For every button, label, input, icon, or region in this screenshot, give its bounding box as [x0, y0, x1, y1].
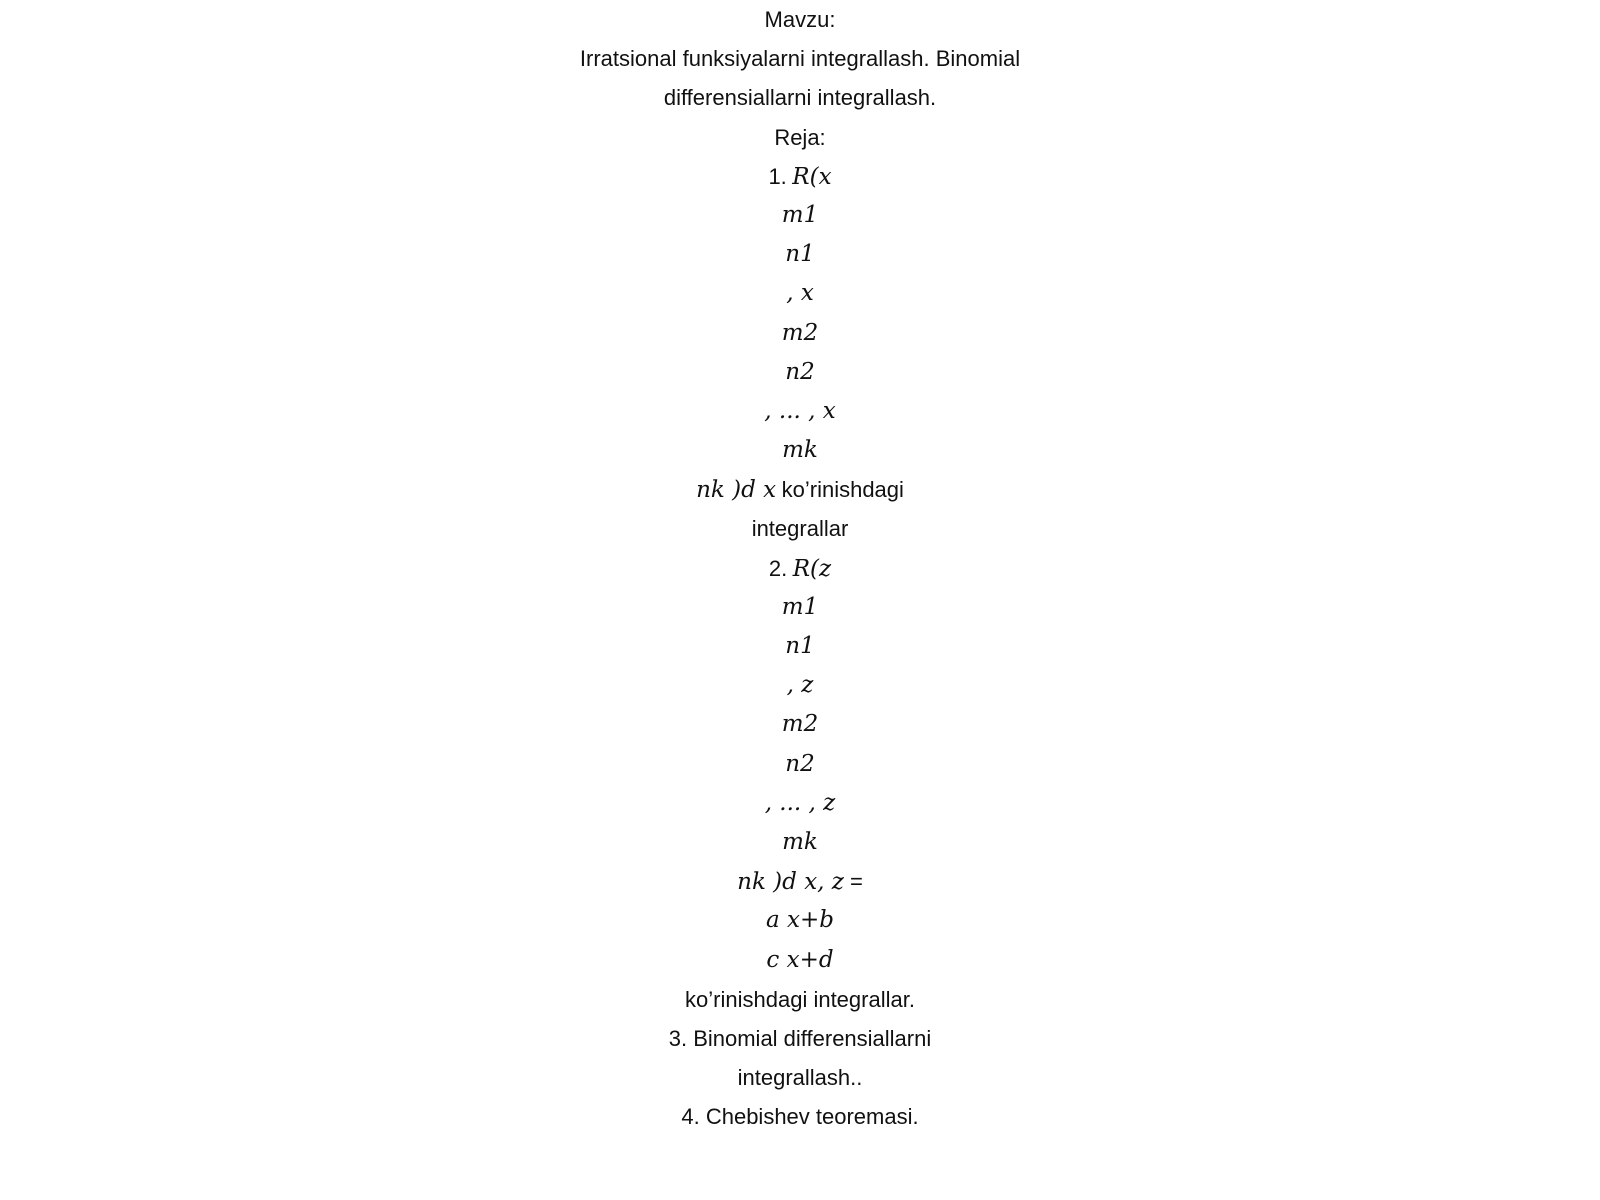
item-2-math: R(z — [792, 555, 832, 582]
item-4: 4. Chebishev teoremasi. — [681, 1104, 919, 1130]
item-1-var-x: , x — [786, 280, 814, 307]
item-2-tail-eq: = — [843, 869, 863, 895]
item-3-line-2: integrallash.. — [737, 1065, 863, 1091]
item-2-start — [0, 549, 1600, 588]
item-2-denominator: c x+d — [766, 946, 834, 973]
item-1-exp-m1: m1 — [781, 201, 819, 228]
item-2-tail-text: ko’rinishdagi integrallar. — [685, 986, 915, 1012]
item-2-number: 2. — [768, 555, 788, 581]
item-2-ellipsis: , ... , z — [764, 789, 836, 816]
item-1-tail-text: ko’rinishdagi — [781, 477, 904, 503]
item-2-tail-math: nk )d x, z — [737, 869, 844, 896]
item-1-ellipsis: , ... , x — [764, 397, 836, 424]
heading-label: Mavzu: — [764, 7, 836, 32]
item-2-exp-n2: n2 — [785, 750, 815, 777]
item-1-tail-math: nk )d x — [696, 477, 777, 504]
item-2-exp-mk: mk — [782, 828, 818, 855]
item-3-line-1: 3. Binomial differensiallarni — [668, 1025, 932, 1051]
item-1-exp-mk: mk — [782, 437, 818, 464]
item-2-tail — [0, 862, 1600, 901]
item-1-number: 1. — [768, 163, 787, 189]
item-2-exp-m1: m1 — [781, 593, 819, 620]
item-1-math: R(x — [792, 163, 832, 190]
item-1-tail — [0, 470, 1600, 509]
topic-line-2: differensiallarni integrallash. — [663, 85, 937, 111]
item-2-exp-m2: m2 — [781, 711, 819, 738]
item-1-exp-n2: n2 — [785, 358, 815, 385]
item-1-start — [0, 157, 1600, 196]
item-1-tail-text-2: integrallar — [751, 516, 849, 542]
item-2-var-z: , z — [786, 672, 814, 699]
plan-label: Reja: — [774, 124, 826, 150]
item-2-numerator: a x+b — [766, 907, 834, 934]
item-1-exp-n1: n1 — [785, 241, 815, 268]
item-1-exp-m2: m2 — [781, 319, 819, 346]
topic-line-1: Irratsional funksiyalarni integrallash. Binomial — [579, 46, 1021, 72]
item-2-exp-n1: n1 — [785, 633, 815, 659]
